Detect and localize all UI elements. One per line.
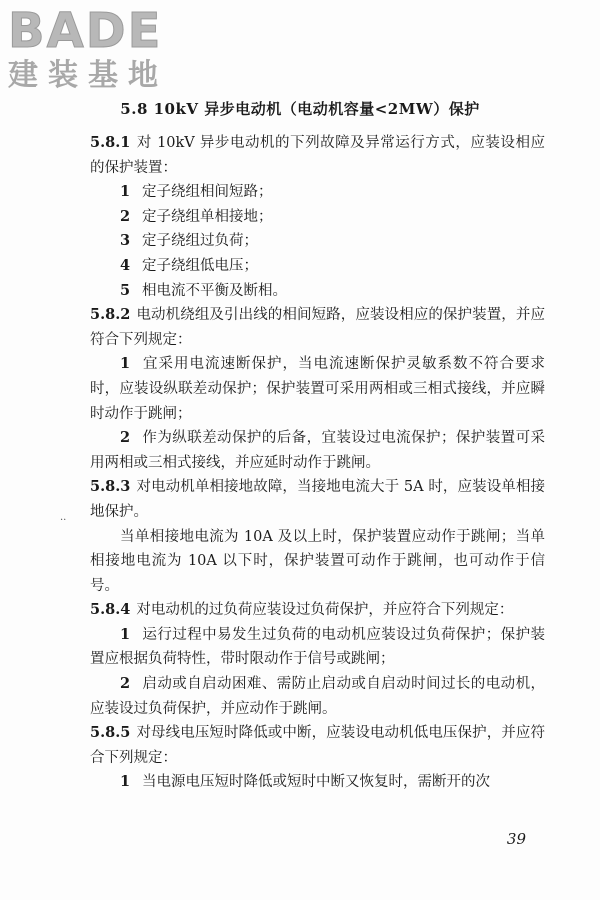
item-number: 4 <box>120 256 131 274</box>
item-number: 1 <box>120 183 131 201</box>
clause-5-8-4 <box>90 598 545 623</box>
clause-number: 5.8.1 <box>90 134 131 151</box>
list-item <box>90 229 545 254</box>
list-item <box>90 770 545 795</box>
item-text: 定子绕组单相接地； <box>142 208 273 225</box>
clause-text: 对母线电压短时降低或中断，应装设电动机低电压保护，并应符合下列规定： <box>90 725 545 766</box>
list-item <box>90 426 545 475</box>
item-text: 运行过程中易发生过负荷的电动机应装设过负荷保护；保护装置应根据负荷特性，带时限动作于信号或跳闸； <box>90 626 545 668</box>
item-text: 当电源电压短时降低或短时中断又恢复时，需断开的次 <box>142 774 490 791</box>
item-number: 1 <box>120 355 131 373</box>
item-text: 定子绕组相间短路； <box>142 184 273 201</box>
clause-note: 当单相接地电流为 10A 及以上时，保护装置应动作于跳闸；当单相接地电流为 10A 以下时，保护装置可动作于跳闸，也可动作于信号。 <box>90 528 545 594</box>
list-item <box>90 254 545 279</box>
clause-5-8-5 <box>90 721 545 770</box>
clause-5-8-2 <box>90 303 545 352</box>
body-content <box>90 131 545 795</box>
clause-number: 5.8.4 <box>90 601 131 619</box>
item-number: 1 <box>120 773 131 791</box>
list-item <box>90 623 545 672</box>
stray-mark: .. <box>60 512 67 523</box>
item-number: 3 <box>120 232 131 250</box>
item-text: 宜采用电流速断保护，当电流速断保护灵敏系数不符合要求时，应装设纵联差动保护；保护装置可采用两相或三相式接线，并应瞬时动作于跳闸； <box>90 356 545 422</box>
clause-text: 对电动机的过负荷应装设过负荷保护，并应符合下列规定： <box>136 602 514 619</box>
item-number: 2 <box>120 207 131 225</box>
list-item <box>90 180 545 205</box>
clause-text: 对电动机单相接地故障，当接地电流大于 5A 时，应装设单相接地保护。 <box>90 479 545 520</box>
list-item <box>90 279 545 304</box>
clause-number: 5.8.3 <box>90 478 131 496</box>
item-text: 作为纵联差动保护的后备，宜装设过电流保护；保护装置可采用两相或三相式接线，并应延时动作于跳闸。 <box>90 430 545 471</box>
item-number: 5 <box>120 281 131 299</box>
list-item <box>90 672 545 721</box>
item-text: 启动或自启动困难、需防止启动或自启动时间过长的电动机，应装设过负荷保护，并应动作于跳闸。 <box>90 676 545 717</box>
section-title: 5.8 10kV 异步电动机（电动机容量<2MW）保护 <box>120 100 480 118</box>
clause-text: 电动机绕组及引出线的相间短路，应装设相应的保护装置，并应符合下列规定： <box>90 307 545 348</box>
item-text: 定子绕组低电压； <box>142 257 258 274</box>
item-number: 2 <box>120 429 131 447</box>
item-number: 1 <box>120 625 131 643</box>
item-number: 2 <box>120 675 131 693</box>
logo-brand-cn: 建装基地 <box>8 58 168 93</box>
list-item <box>90 205 545 230</box>
clause-text: 对 10kV 异步电动机的下列故障及异常运行方式，应装设相应的保护装置： <box>90 135 545 176</box>
clause-5-8-1 <box>90 131 545 180</box>
brand-watermark-logo <box>8 3 183 94</box>
clause-number: 5.8.2 <box>90 306 131 324</box>
logo-brand-en: BADE <box>8 3 163 59</box>
item-text: 定子绕组过负荷； <box>142 233 258 250</box>
list-item <box>90 352 545 426</box>
page-number: 39 <box>506 830 526 848</box>
clause-number: 5.8.5 <box>90 724 131 742</box>
clause-5-8-3 <box>90 475 545 524</box>
item-text: 相电流不平衡及断相。 <box>142 282 287 299</box>
